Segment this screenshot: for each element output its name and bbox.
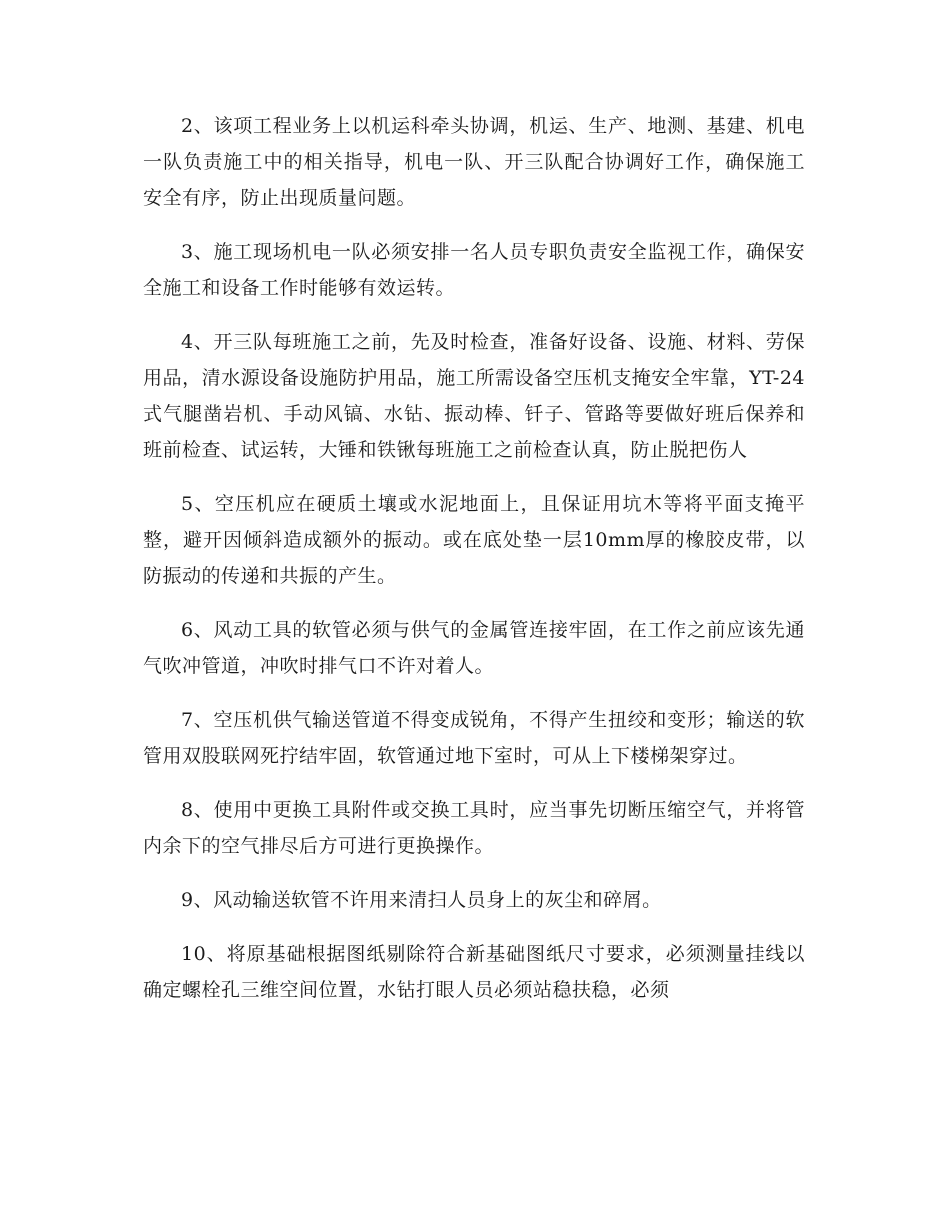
paragraph-item-4: 4、开三队每班施工之前，先及时检查，准备好设备、设施、材料、劳保用品，清水源设备设施防护用品，施工所需设备空压机支掩安全牢靠，YT-24式气腿凿岩机、手动风镐、水钻、振动棒、钎子、管路等要做好班后保养和班前检查、试运转，大锤和铁锹每班施工之前检查认真，防止脱把伤人	[143, 331, 805, 461]
paragraph-item-2: 2、该项工程业务上以机运科牵头协调，机运、生产、地测、基建、机电一队负责施工中的相关指导，机电一队、开三队配合协调好工作，确保施工安全有序，防止出现质量问题。	[143, 115, 805, 209]
paragraph-item-10: 10、将原基础根据图纸剔除符合新基础图纸尺寸要求，必须测量挂线以确定螺栓孔三维空间位置，水钻打眼人员必须站稳扶稳，必须	[143, 943, 805, 1001]
paragraph-item-7: 7、空压机供气输送管道不得变成锐角，不得产生扭绞和变形；输送的软管用双股联网死拧结牢固，软管通过地下室时，可从上下楼梯架穿过。	[143, 709, 805, 767]
paragraph-item-3: 3、施工现场机电一队必须安排一名人员专职负责安全监视工作，确保安全施工和设备工作时能够有效运转。	[143, 241, 805, 299]
paragraph-item-6: 6、风动工具的软管必须与供气的金属管连接牢固，在工作之前应该先通气吹冲管道，冲吹时排气口不许对着人。	[143, 619, 805, 677]
document-body	[143, 108, 805, 1026]
paragraph-item-8: 8、使用中更换工具附件或交换工具时，应当事先切断压缩空气，并将管内余下的空气排尽后方可进行更换操作。	[143, 799, 805, 857]
paragraph-item-5: 5、空压机应在硬质土壤或水泥地面上，且保证用坑木等将平面支掩平整，避开因倾斜造成额外的振动。或在底处垫一层10mm厚的橡胶皮带，以防振动的传递和共振的产生。	[143, 493, 805, 587]
paragraph-item-9: 9、风动输送软管不许用来清扫人员身上的灰尘和碎屑。	[181, 889, 662, 911]
